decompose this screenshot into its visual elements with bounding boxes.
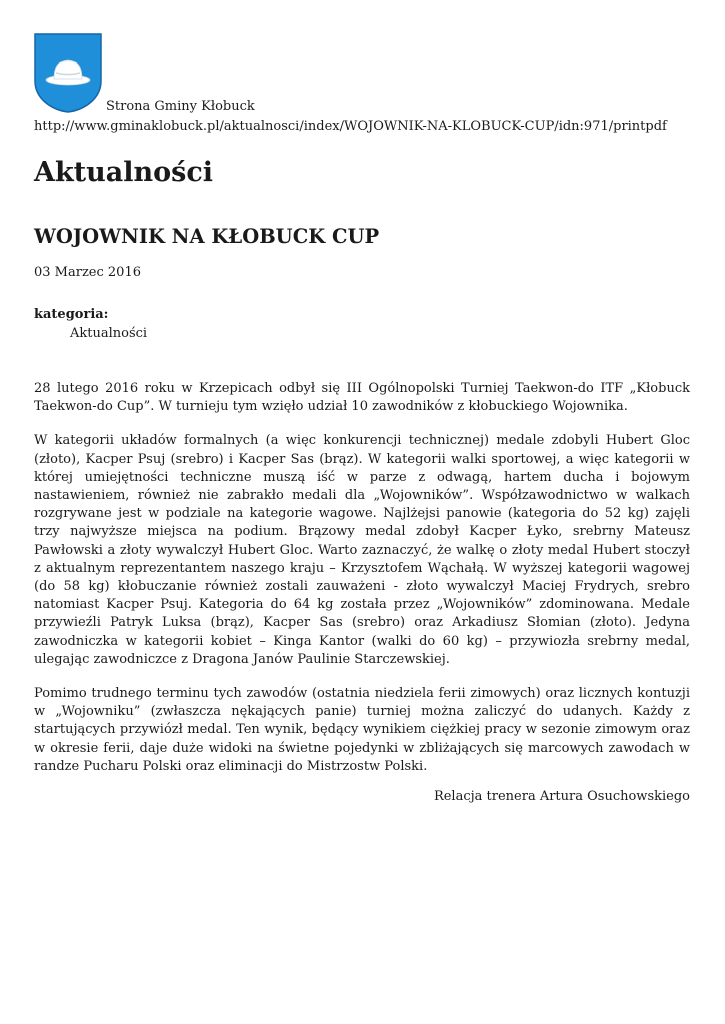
article-paragraph: W kategorii układów formalnych (a więc konkurencji technicznej) medale zdobyli Hubert Gloc (złoto), Kacper Psuj (srebro) i Kacper Sas (brąz). W kategorii walki sportowej, a więc kategorii w której umiejętności techniczne muszą iść w parze z odwagą, hartem ducha i bojowym nastawieniem, również nie zabrakło medali dla „Wojowników”. Współzawodnictwo w walkach rozgrywane jest w podziale na kategorie wagowe. Najlżejsi panowie (kategoria do 52 kg) zajęli trzy najwyższe miejsca na podium. Brązowy medal zdobył Kacper Łyko, srebrny Mateusz Pawłowski a złoty wywalczył Hubert Gloc. Warto zaznaczyć, że walkę o złoty medal Hubert stoczył z aktualnym reprezentantem naszego kraju – Krzysztofem Wąchałą. W wyższej kategorii wagowej (do 58 kg) kłobuczanie również zostali zauważeni - złoto wywalczył Maciej Frydrych, srebro natomiast Kacper Psuj. Kategoria do 64 kg została przez „Wojowników” zdominowana. Medale przywieźli Patryk Luksa (brąz), Kacper Sas (srebro) oraz Arkadiusz Słomian (złoto). Jedyna zawodniczka w kategorii kobiet – Kinga Kantor (walki do 60 kg) – przywiozła srebrny medal, ulegając zawodniczce z Dragona Janów Paulinie Starczewskiej. bbox=[34, 433, 690, 667]
site-name: Strona Gminy Kłobuck bbox=[106, 99, 255, 114]
article-signature: Relacja trenera Artura Osuchowskiego bbox=[433, 789, 690, 805]
section-title: Aktualności bbox=[34, 157, 214, 188]
category-label: kategoria: bbox=[34, 307, 109, 322]
crest-icon bbox=[34, 33, 102, 113]
article-date: 03 Marzec 2016 bbox=[34, 265, 141, 280]
article-body bbox=[34, 380, 690, 776]
article-title: WOJOWNIK NA KŁOBUCK CUP bbox=[34, 225, 380, 248]
printable-page bbox=[34, 33, 690, 806]
article-paragraph: Pomimo trudnego terminu tych zawodów (ostatnia niedziela ferii zimowych) oraz licznych kontuzji w „Wojowniku” (zwłaszcza nękających panie) turniej można zaliczyć do udanych. Każdy z startujących przywiózł medal. Ten wynik, będący wynikiem ciężkiej pracy w sezonie zimowym oraz w okresie ferii, daje duże widoki na świetne pojedynki w zbliżających się marcowych zawodach w randze Pucharu Polski oraz eliminacji do Mistrzostw Polski. bbox=[34, 686, 690, 774]
article-paragraph: 28 lutego 2016 roku w Krzepicach odbył się III Ogólnopolski Turniej Taekwon-do ITF „Kłobuck Taekwon-do Cup”. W turnieju tym wzięło udział 10 zawodników z kłobuckiego Wojownika. bbox=[34, 381, 690, 415]
page-url: http://www.gminaklobuck.pl/aktualnosci/index/WOJOWNIK-NA-KLOBUCK-CUP/idn:971/printpdf bbox=[34, 119, 667, 134]
page-header bbox=[34, 33, 690, 119]
category-value: Aktualności bbox=[70, 326, 148, 341]
